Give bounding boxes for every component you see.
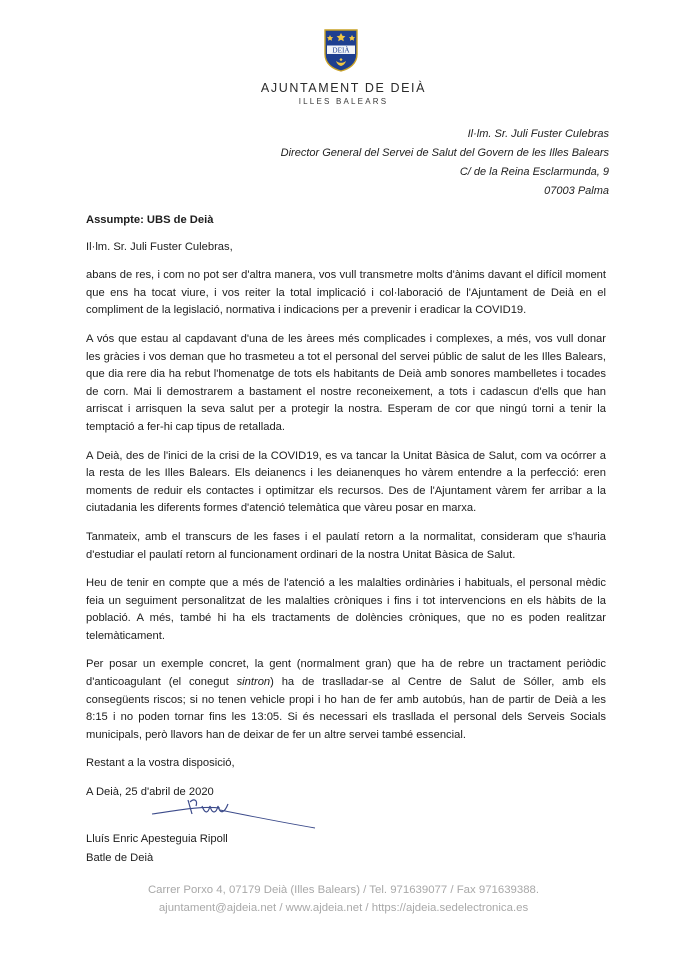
organization-name: AJUNTAMENT DE DEIÀ: [260, 81, 427, 95]
letter-date: A Deià, 25 d'abril de 2020: [86, 786, 214, 799]
handwritten-signature-icon: [150, 792, 320, 832]
paragraph: Heu de tenir en compte que a més de l'atenció a les malalties ordinàries i habituals, el personal mèdic feia un seguiment personalitzat de les malalties cròniques i fins i tot intervencions en els hàbits de la població. A més, també hi ha els tractaments de dolències cròniques, que no es poden realitzar telemàticament.: [86, 577, 606, 642]
paragraph-text: ) ha de traslladar-se al Centre de Salut de Sóller, amb els consegüents riscos; si no tenen vehicle propi i ho han de fer amb autobús, han de partir de Deià a les 8:15 i no poden tornar fins les 13:05. Si és necessari els trasllada el personal dels Serveis Socials municipals, però llavors han de deixar de fer un altre servei també essencial.: [86, 676, 606, 741]
recipient-street: C/ de la Reina Esclarmunda, 9: [459, 166, 609, 178]
recipient-title: Director General del Servei de Salut del Govern de les Illes Balears: [280, 147, 609, 159]
letterhead-footer: [0, 881, 687, 917]
signer-name: Lluís Enric Apesteguia Ripoll: [86, 833, 228, 845]
signer-role: Batle de Deià: [86, 852, 154, 864]
paragraph: A Deià, des de l'inici de la crisi de la COVID19, es va tancar la Unitat Bàsica de Salut, com va ocórrer a la resta de les Illes Balears. Els deianencs i les deianenques ho vàrem entendre a la perfecció: eren moments de reduir els contactes i optimitzar els recursos. Des de l'Ajuntament vàrem fer arribar a la ciutadania les diferents formes d'atenció telemàtica que vàreu posar en marxa.: [86, 449, 606, 515]
footer-address: Carrer Porxo 4, 07179 Deià (Illes Balears) / Tel. 971639077 / Fax 971639388.: [147, 884, 540, 896]
paragraph: abans de res, i com no pot ser d'altra manera, vos vull transmetre molts d'ànims davant el difícil moment que ens ha tocat viure, i vos reiter la total implicació i col·laboració de l'Ajuntament de Deià en el compliment de la legislació, normativa i indicacions per a prevenir i eradicar la COVID19.: [86, 269, 606, 317]
paragraph-text: Per posar un exemple concret, la gent (normalment gran) que ha de rebre un tractament periòdic d'anticoagulant (el conegut: [86, 658, 606, 689]
drug-name: sintron: [236, 676, 271, 689]
paragraph: [86, 656, 606, 744]
svg-text:DEIÀ: DEIÀ: [332, 46, 350, 55]
organization-region: ILLES BALEARS: [298, 97, 389, 106]
footer-contact: ajuntament@ajdeia.net / www.ajdeia.net / https://ajdeia.sedelectronica.es: [158, 902, 529, 914]
letter-subject: Assumpte: UBS de Deià: [86, 214, 214, 226]
letter-salutation: Il·lm. Sr. Juli Fuster Culebras,: [86, 240, 233, 253]
paragraph: A vós que estau al capdavant d'una de les àrees més complicades i complexes, a més, vos vull donar les gràcies i vos deman que ho trasmeteu a tot el personal del servei públic de salut de les Illes Balears, que dia rere dia ha rebut l'homenatge de tots els habitants de Deià amb sonores mambelletes i tocades de corn. Mai li demostrarem a bastament el nostre reconeixement, a tots i cadascun d'ells que han arriscat i arrisquen la seva salut per a protegir la nostra. Esperam de cor que ningú torni a tenir la temptació a fer-hi cap tipus de retallada.: [86, 332, 606, 433]
coat-of-arms-icon: [323, 28, 359, 72]
signer-block: [86, 830, 228, 868]
recipient-city: 07003 Palma: [544, 185, 609, 197]
paragraph: Tanmateix, amb el transcurs de les fases i el paulatí retorn a la normalitat, consideram que s'hauria d'estudiar el paulatí retorn al funcionament ordinari de la nostra Unitat Bàsica de Salut.: [86, 530, 606, 561]
letter-body: [86, 212, 606, 802]
recipient-address: [281, 125, 609, 201]
letter-closing: Restant a la vostra disposició,: [86, 757, 235, 770]
recipient-name: Il·lm. Sr. Juli Fuster Culebras: [467, 128, 609, 140]
